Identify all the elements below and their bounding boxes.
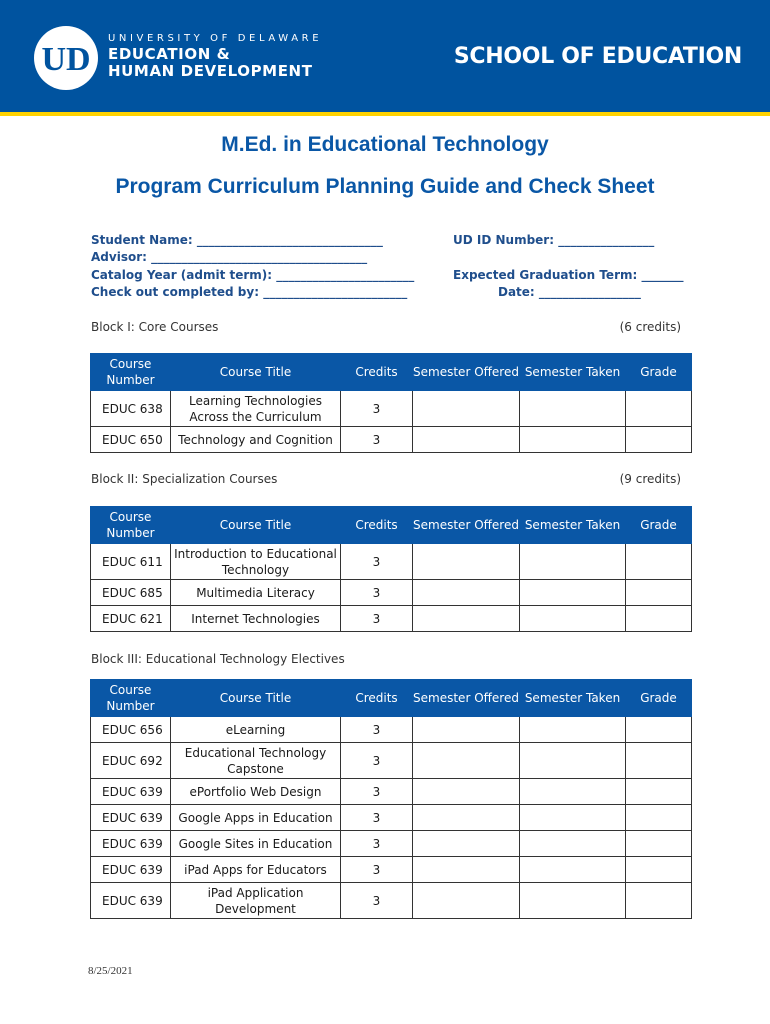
- block3-label: Block III: Educational Technology Electives: [91, 652, 345, 666]
- table-row: [91, 717, 692, 743]
- catalog-year-field[interactable]: Catalog Year (admit term): _______________________: [91, 268, 415, 282]
- semester-offered-cell[interactable]: [413, 805, 520, 831]
- table-row: [91, 857, 692, 883]
- header-credits: Credits: [341, 507, 413, 544]
- grade-cell[interactable]: [626, 544, 692, 580]
- grade-cell[interactable]: [626, 580, 692, 606]
- header-semester-offered: Semester Offered: [413, 507, 520, 544]
- course-title: ePortfolio Web Design: [171, 779, 341, 805]
- block2-table: [90, 506, 692, 632]
- course-number: EDUC 656: [91, 717, 171, 743]
- semester-offered-cell[interactable]: [413, 743, 520, 779]
- table-row: [91, 544, 692, 580]
- semester-offered-cell[interactable]: [413, 580, 520, 606]
- logo-letters: UD: [41, 41, 91, 78]
- semester-taken-cell[interactable]: [520, 580, 626, 606]
- semester-taken-cell[interactable]: [520, 857, 626, 883]
- grade-cell[interactable]: [626, 427, 692, 453]
- course-title: iPad Apps for Educators: [171, 857, 341, 883]
- course-title: iPad Application Development: [171, 883, 341, 919]
- header-grade: Grade: [626, 680, 692, 717]
- course-number: EDUC 639: [91, 805, 171, 831]
- college-name-line1: EDUCATION &: [108, 45, 231, 63]
- course-number: EDUC 621: [91, 606, 171, 632]
- course-credits: 3: [341, 544, 413, 580]
- course-credits: 3: [341, 831, 413, 857]
- semester-taken-cell[interactable]: [520, 427, 626, 453]
- ud-id-field[interactable]: UD ID Number: ________________: [453, 233, 655, 247]
- header-course-number: Course Number: [91, 354, 171, 391]
- school-title: SCHOOL OF EDUCATION: [453, 44, 742, 69]
- course-credits: 3: [341, 717, 413, 743]
- header-semester-offered: Semester Offered: [413, 354, 520, 391]
- table-row: [91, 391, 692, 427]
- grade-cell[interactable]: [626, 743, 692, 779]
- semester-offered-cell[interactable]: [413, 427, 520, 453]
- course-number: EDUC 638: [91, 391, 171, 427]
- course-number: EDUC 639: [91, 857, 171, 883]
- course-credits: 3: [341, 606, 413, 632]
- semester-taken-cell[interactable]: [520, 831, 626, 857]
- table-row: [91, 883, 692, 919]
- semester-offered-cell[interactable]: [413, 779, 520, 805]
- course-credits: 3: [341, 427, 413, 453]
- table-row: [91, 779, 692, 805]
- course-credits: 3: [341, 883, 413, 919]
- grade-cell[interactable]: [626, 391, 692, 427]
- header-course-title: Course Title: [171, 354, 341, 391]
- semester-taken-cell[interactable]: [520, 743, 626, 779]
- grade-cell[interactable]: [626, 883, 692, 919]
- course-credits: 3: [341, 580, 413, 606]
- header-semester-taken: Semester Taken: [520, 507, 626, 544]
- semester-taken-cell[interactable]: [520, 805, 626, 831]
- course-number: EDUC 639: [91, 779, 171, 805]
- date-field[interactable]: Date: _________________: [498, 285, 641, 299]
- table-row: [91, 743, 692, 779]
- header-credits: Credits: [341, 680, 413, 717]
- course-title: Introduction to Educational Technology: [171, 544, 341, 580]
- header-semester-offered: Semester Offered: [413, 680, 520, 717]
- university-name: UNIVERSITY OF DELAWARE: [108, 33, 323, 44]
- table-row: [91, 606, 692, 632]
- semester-taken-cell[interactable]: [520, 779, 626, 805]
- student-name-field[interactable]: Student Name: _______________________________: [91, 233, 383, 247]
- ud-logo-icon: [34, 26, 98, 90]
- grade-cell[interactable]: [626, 831, 692, 857]
- semester-offered-cell[interactable]: [413, 717, 520, 743]
- grade-cell[interactable]: [626, 857, 692, 883]
- header-grade: Grade: [626, 507, 692, 544]
- advisor-field[interactable]: Advisor: ____________________________________: [91, 250, 368, 264]
- block1-label: Block I: Core Courses: [91, 320, 219, 334]
- block3-table: [90, 679, 692, 919]
- block1-table: [90, 353, 692, 453]
- semester-taken-cell[interactable]: [520, 717, 626, 743]
- semester-offered-cell[interactable]: [413, 606, 520, 632]
- table-row: [91, 580, 692, 606]
- course-number: EDUC 639: [91, 883, 171, 919]
- semester-offered-cell[interactable]: [413, 544, 520, 580]
- course-title: Multimedia Literacy: [171, 580, 341, 606]
- semester-offered-cell[interactable]: [413, 391, 520, 427]
- block2-label: Block II: Specialization Courses: [91, 472, 278, 486]
- course-credits: 3: [341, 857, 413, 883]
- grade-cell[interactable]: [626, 606, 692, 632]
- header-semester-taken: Semester Taken: [520, 354, 626, 391]
- course-title: Educational Technology Capstone: [171, 743, 341, 779]
- course-title: Google Apps in Education: [171, 805, 341, 831]
- header-course-number: Course Number: [91, 680, 171, 717]
- semester-offered-cell[interactable]: [413, 857, 520, 883]
- block1-credits: (6 credits): [619, 320, 681, 334]
- header-course-title: Course Title: [171, 507, 341, 544]
- table-row: [91, 831, 692, 857]
- course-credits: 3: [341, 779, 413, 805]
- course-number: EDUC 692: [91, 743, 171, 779]
- course-number: EDUC 639: [91, 831, 171, 857]
- table-row: [91, 805, 692, 831]
- course-credits: 3: [341, 805, 413, 831]
- expected-graduation-field[interactable]: Expected Graduation Term: _______: [453, 268, 684, 282]
- header-credits: Credits: [341, 354, 413, 391]
- header-course-number: Course Number: [91, 507, 171, 544]
- semester-taken-cell[interactable]: [520, 391, 626, 427]
- guide-title: Program Curriculum Planning Guide and Check Sheet: [115, 175, 655, 198]
- semester-offered-cell[interactable]: [413, 883, 520, 919]
- grade-cell[interactable]: [626, 717, 692, 743]
- course-number: EDUC 650: [91, 427, 171, 453]
- course-title: Learning Technologies Across the Curriculum: [171, 391, 341, 427]
- course-title: Internet Technologies: [171, 606, 341, 632]
- grade-cell[interactable]: [626, 779, 692, 805]
- table-row: [91, 427, 692, 453]
- header-course-title: Course Title: [171, 680, 341, 717]
- semester-taken-cell[interactable]: [520, 606, 626, 632]
- header-semester-taken: Semester Taken: [520, 680, 626, 717]
- program-title: M.Ed. in Educational Technology: [221, 133, 549, 156]
- course-title: Google Sites in Education: [171, 831, 341, 857]
- course-number: EDUC 685: [91, 580, 171, 606]
- semester-taken-cell[interactable]: [520, 883, 626, 919]
- semester-taken-cell[interactable]: [520, 544, 626, 580]
- course-title: eLearning: [171, 717, 341, 743]
- block2-credits: (9 credits): [619, 472, 681, 486]
- course-credits: 3: [341, 743, 413, 779]
- course-credits: 3: [341, 391, 413, 427]
- footer-date: 8/25/2021: [88, 965, 133, 977]
- header-gold-stripe: [0, 112, 770, 116]
- semester-offered-cell[interactable]: [413, 831, 520, 857]
- course-number: EDUC 611: [91, 544, 171, 580]
- checkout-field[interactable]: Check out completed by: ________________________: [91, 285, 408, 299]
- grade-cell[interactable]: [626, 805, 692, 831]
- course-title: Technology and Cognition: [171, 427, 341, 453]
- college-name-line2: HUMAN DEVELOPMENT: [108, 62, 313, 80]
- header-grade: Grade: [626, 354, 692, 391]
